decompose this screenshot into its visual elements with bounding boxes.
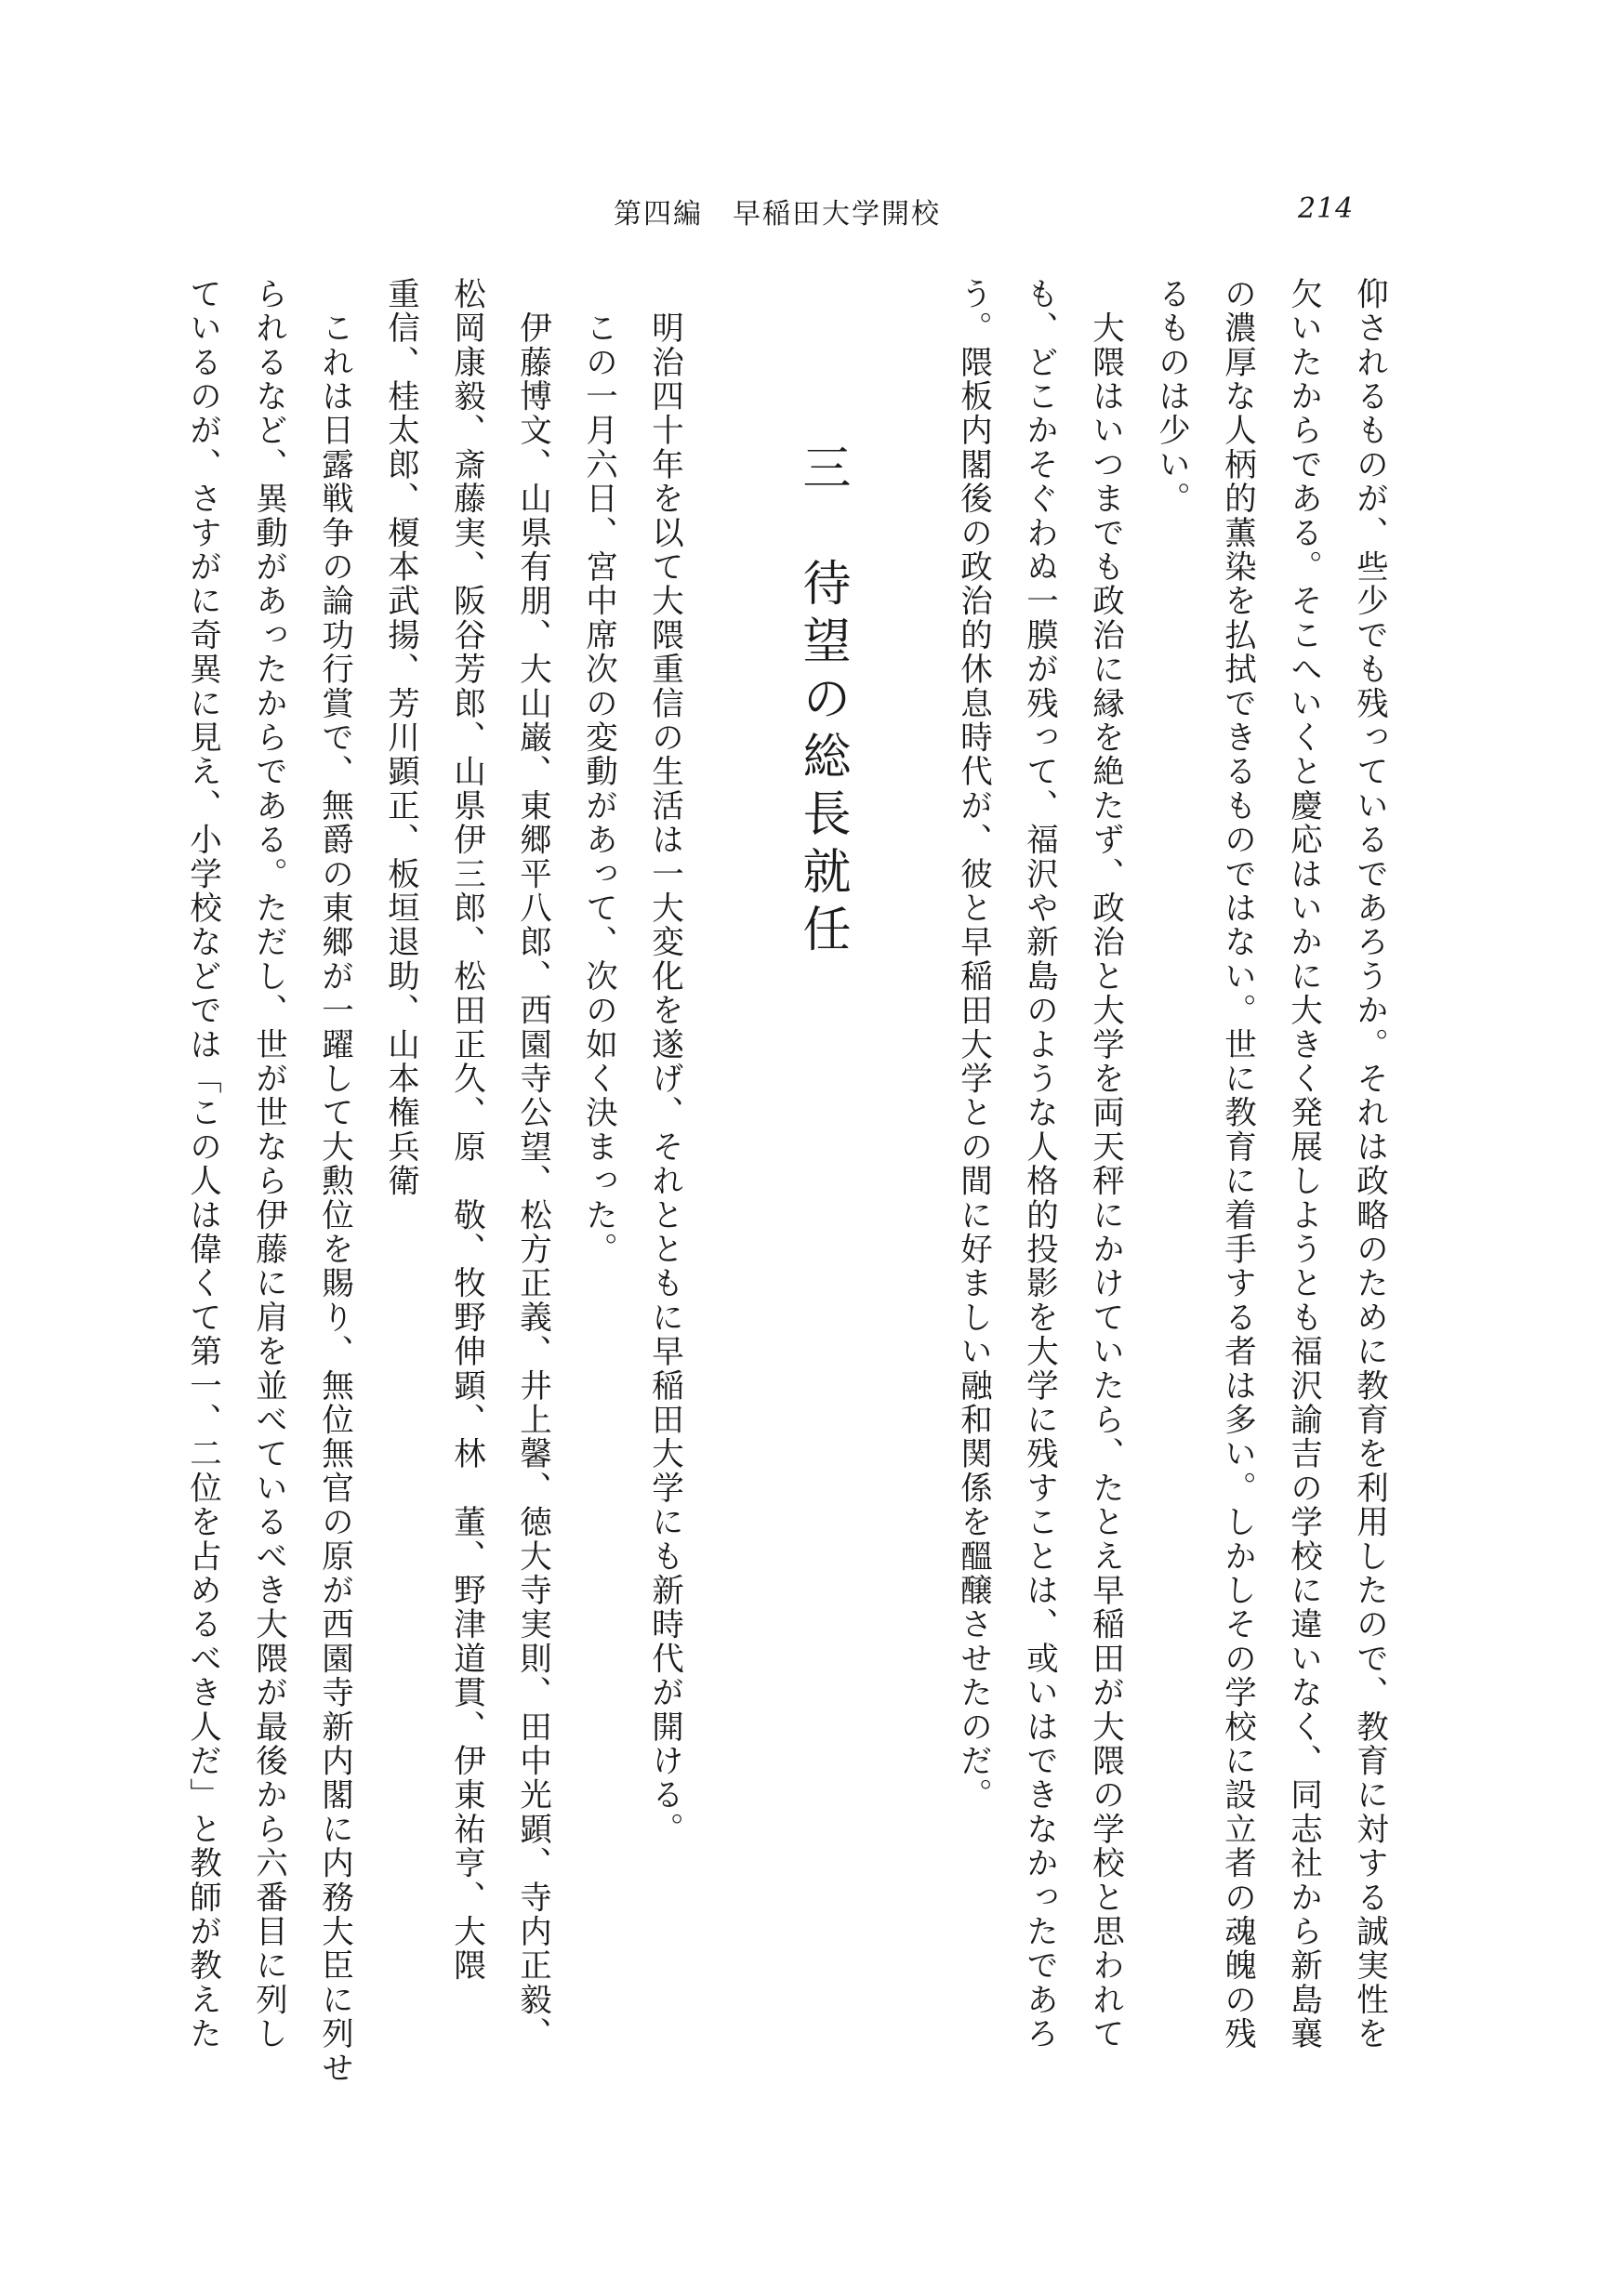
text-column: るものは少い。 xyxy=(1152,277,1190,516)
text-column: 仰されるものが、些少でも残っているであろうか。それは政略のために教育を利用したので、教育に対する誠実性を xyxy=(1350,277,1388,2052)
vertical-body-text xyxy=(183,277,1388,2090)
text-column: う。隈板内閣後の政治的休息時代が、彼と早稲田大学との間に好ましい融和関係を醞醸させたのだ。 xyxy=(954,277,992,1813)
running-head: 第四編 早稲田大学開校 xyxy=(614,198,941,231)
text-column: 欠いたからである。そこへいくと慶応はいかに大きく発展しようとも福沢諭吉の学校に違いなく、同志社から新島襄 xyxy=(1284,277,1322,2052)
page-number: 214 xyxy=(1298,192,1355,225)
text-column: られるなど、異動があったからである。ただし、世が世なら伊藤に肩を並べているべき大隈が最後から六番目に列し xyxy=(249,277,287,2052)
text-column: 明治四十年を以て大隈重信の生活は一大変化を遂げ、それとともに早稲田大学にも新時代が開ける。 xyxy=(645,277,683,1847)
text-column: 大隈はいつまでも政治に縁を絶たず、政治と大学を両天秤にかけていたら、たとえ早稲田が大隈の学校と思われて xyxy=(1086,277,1124,2052)
text-column: ているのが、さすがに奇異に見え、小学校などでは「この人は偉くて第一、二位を占めるべき人だ」と教師が教えた xyxy=(183,277,221,2052)
text-column: の濃厚な人柄的薫染を払拭できるものではない。世に教育に着手する者は多い。しかしその学校に設立者の魂魄の残 xyxy=(1218,277,1256,2052)
text-column: これは日露戦争の論功行賞で、無爵の東郷が一躍して大勲位を賜り、無位無官の原が西園寺新内閣に内務大臣に列せ xyxy=(315,277,353,2086)
section-heading: 三 待望の総長就任 xyxy=(794,442,850,961)
text-column: 重信、桂太郎、榎本武揚、芳川顕正、板垣退助、山本権兵衛 xyxy=(381,277,419,1198)
text-column: この一月六日、宮中席次の変動があって、次の如く決まった。 xyxy=(579,277,617,1267)
text-column: も、どこかそぐわぬ一膜が残って、福沢や新島のような人格的投影を大学に残すことは、或いはできなかったであろ xyxy=(1020,277,1058,2052)
text-column: 伊藤博文、山県有朋、大山巌、東郷平八郎、西園寺公望、松方正義、井上馨、徳大寺実則、田中光顕、寺内正毅、 xyxy=(513,277,551,2052)
text-column: 松岡康毅、斎藤実、阪谷芳郎、山県伊三郎、松田正久、原 敬、牧野伸顕、林 董、野津道貫、伊東祐亨、大隈 xyxy=(447,277,485,1983)
